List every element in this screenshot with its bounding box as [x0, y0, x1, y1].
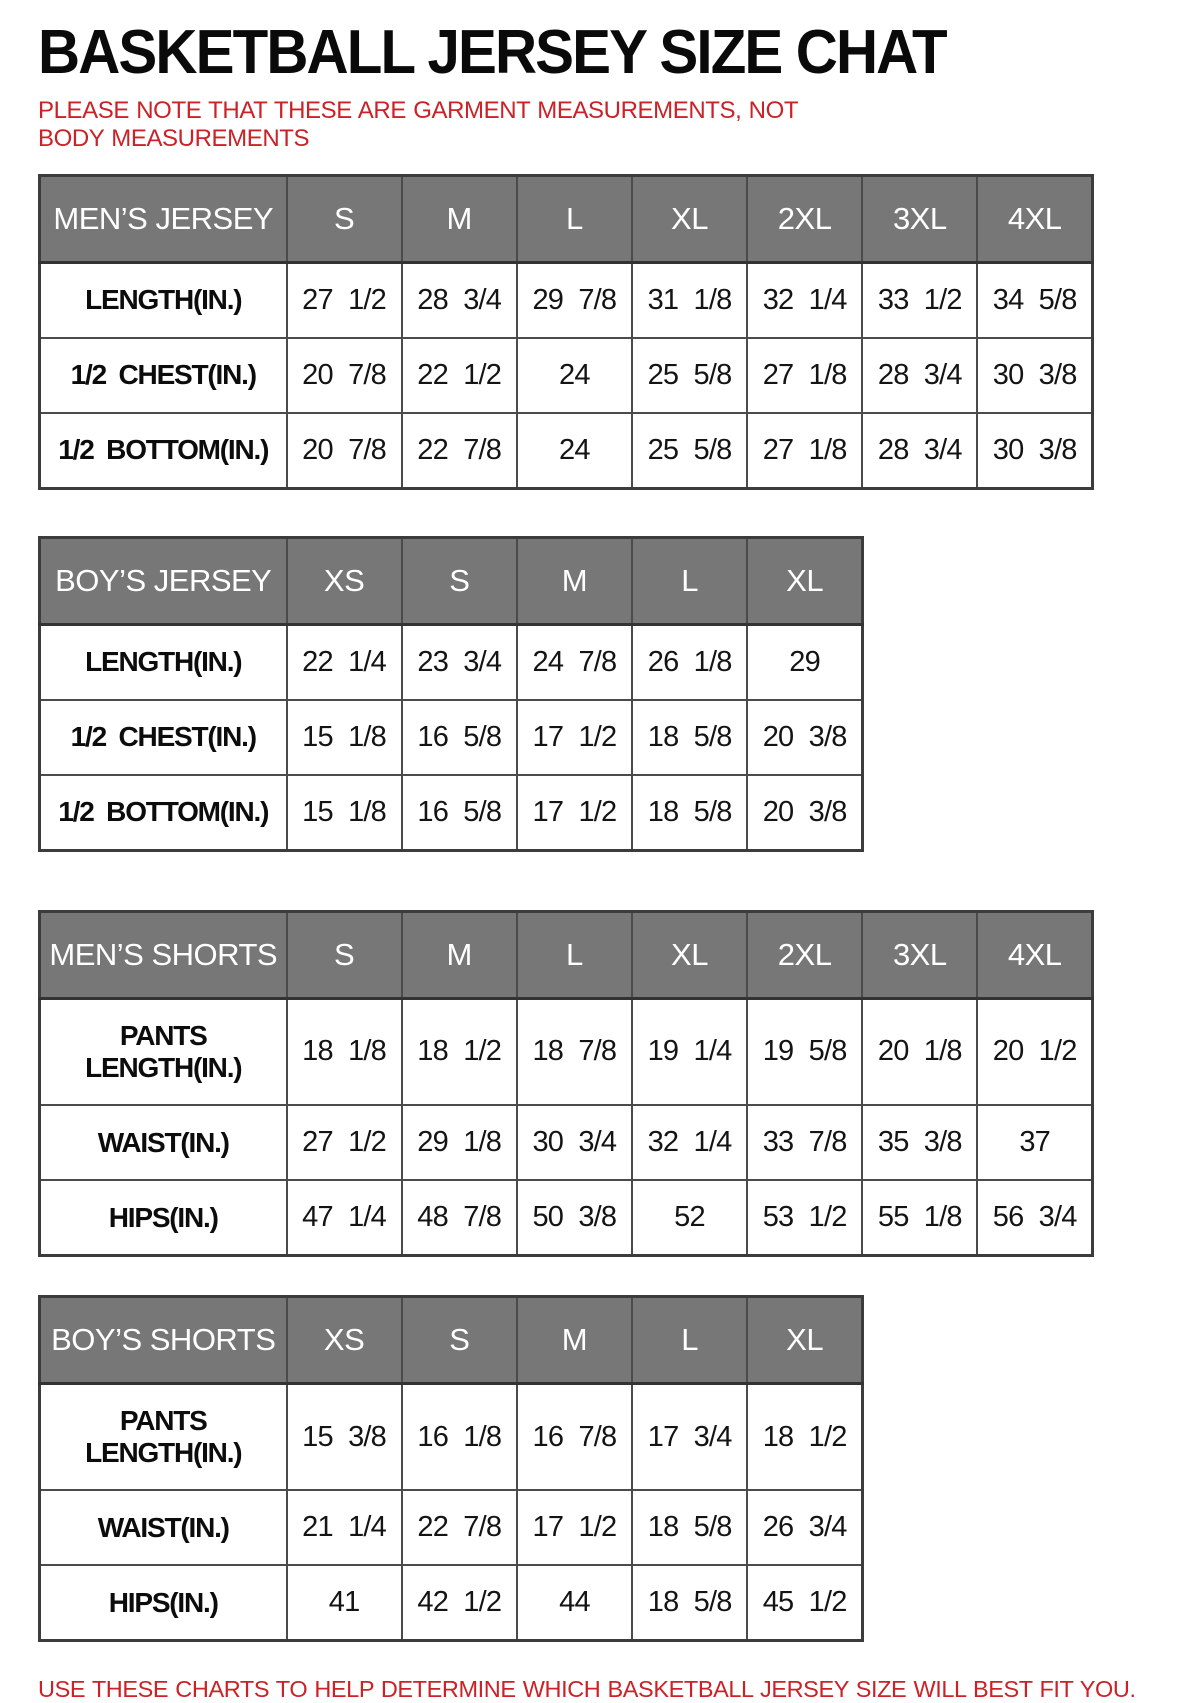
- size-value-cell: 22 1/2: [402, 338, 517, 413]
- size-value-cell: 17 3/4: [632, 1384, 747, 1491]
- size-value-cell: 35 3/8: [862, 1105, 977, 1180]
- size-value-cell: 56 3/4: [977, 1180, 1092, 1256]
- size-value-cell: 18 5/8: [632, 775, 747, 851]
- size-value-cell: 26 3/4: [747, 1490, 862, 1565]
- size-value-cell: 25 5/8: [632, 338, 747, 413]
- size-value-cell: 28 3/4: [862, 338, 977, 413]
- size-column-header: XL: [632, 911, 747, 998]
- size-table-boys-jersey: [38, 536, 864, 852]
- size-column-header: 2XL: [747, 911, 862, 998]
- size-value-cell: 22 7/8: [402, 1490, 517, 1565]
- measurement-row: [40, 338, 1093, 413]
- row-label: LENGTH(IN.): [40, 624, 287, 700]
- size-column-header: XS: [287, 1297, 402, 1384]
- size-value-cell: 32 1/4: [632, 1105, 747, 1180]
- header-row: [40, 1297, 863, 1384]
- size-value-cell: 27 1/2: [287, 262, 402, 338]
- size-value-cell: 44: [517, 1565, 632, 1641]
- size-value-cell: 33 1/2: [862, 262, 977, 338]
- size-value-cell: 32 1/4: [747, 262, 862, 338]
- row-label: 1/2 CHEST(IN.): [40, 700, 287, 775]
- size-value-cell: 29 7/8: [517, 262, 632, 338]
- size-column-header: XL: [632, 175, 747, 262]
- size-value-cell: 15 1/8: [287, 775, 402, 851]
- boys-jersey-table-slot: [38, 536, 1164, 852]
- size-value-cell: 42 1/2: [402, 1565, 517, 1641]
- size-value-cell: 23 3/4: [402, 624, 517, 700]
- table-title-boys-jersey: BOY’S JERSEY: [40, 537, 287, 624]
- row-label: PANTS LENGTH(IN.): [40, 998, 287, 1105]
- size-column-header: XL: [747, 537, 862, 624]
- size-value-cell: 30 3/8: [977, 413, 1092, 489]
- size-value-cell: 18 5/8: [632, 1565, 747, 1641]
- size-value-cell: 30 3/8: [977, 338, 1092, 413]
- boys-shorts-table-slot: [38, 1295, 1164, 1642]
- size-value-cell: 37: [977, 1105, 1092, 1180]
- size-value-cell: 18 1/2: [747, 1384, 862, 1491]
- row-label: 1/2 BOTTOM(IN.): [40, 775, 287, 851]
- size-column-header: M: [402, 911, 517, 998]
- size-value-cell: 24: [517, 338, 632, 413]
- size-value-cell: 19 1/4: [632, 998, 747, 1105]
- size-table-boys-shorts: [38, 1295, 864, 1642]
- size-value-cell: 16 1/8: [402, 1384, 517, 1491]
- size-value-cell: 22 1/4: [287, 624, 402, 700]
- measurement-row: [40, 1565, 863, 1641]
- size-column-header: 3XL: [862, 911, 977, 998]
- size-value-cell: 20 1/2: [977, 998, 1092, 1105]
- size-column-header: L: [517, 911, 632, 998]
- size-column-header: XL: [747, 1297, 862, 1384]
- size-column-header: 3XL: [862, 175, 977, 262]
- size-value-cell: 25 5/8: [632, 413, 747, 489]
- size-value-cell: 34 5/8: [977, 262, 1092, 338]
- size-value-cell: 53 1/2: [747, 1180, 862, 1256]
- measurement-row: [40, 700, 863, 775]
- size-value-cell: 20 7/8: [287, 338, 402, 413]
- row-label: 1/2 CHEST(IN.): [40, 338, 287, 413]
- size-column-header: 2XL: [747, 175, 862, 262]
- size-value-cell: 16 7/8: [517, 1384, 632, 1491]
- size-table-mens-jersey: [38, 174, 1094, 490]
- size-value-cell: 21 1/4: [287, 1490, 402, 1565]
- row-label: 1/2 BOTTOM(IN.): [40, 413, 287, 489]
- size-value-cell: 16 5/8: [402, 700, 517, 775]
- size-value-cell: 28 3/4: [862, 413, 977, 489]
- size-value-cell: 15 1/8: [287, 700, 402, 775]
- row-label: HIPS(IN.): [40, 1180, 287, 1256]
- table-title-mens-jersey: MEN’S JERSEY: [40, 175, 287, 262]
- fit-advice-note: USE THESE CHARTS TO HELP DETERMINE WHICH BASKETBALL JERSEY SIZE WILL BEST FIT YOU.: [38, 1676, 1136, 1703]
- measurement-row: [40, 262, 1093, 338]
- size-value-cell: 19 5/8: [747, 998, 862, 1105]
- size-value-cell: 55 1/8: [862, 1180, 977, 1256]
- size-column-header: 4XL: [977, 175, 1092, 262]
- size-column-header: S: [402, 1297, 517, 1384]
- size-value-cell: 48 7/8: [402, 1180, 517, 1256]
- size-column-header: S: [287, 911, 402, 998]
- size-column-header: L: [632, 537, 747, 624]
- size-value-cell: 24 7/8: [517, 624, 632, 700]
- size-value-cell: 31 1/8: [632, 262, 747, 338]
- table-title-boys-shorts: BOY’S SHORTS: [40, 1297, 287, 1384]
- size-column-header: M: [517, 537, 632, 624]
- size-column-header: L: [517, 175, 632, 262]
- measurement-row: [40, 998, 1093, 1105]
- size-value-cell: 18 5/8: [632, 700, 747, 775]
- size-value-cell: 29: [747, 624, 862, 700]
- size-value-cell: 18 1/8: [287, 998, 402, 1105]
- size-value-cell: 17 1/2: [517, 775, 632, 851]
- header-row: [40, 537, 863, 624]
- size-value-cell: 27 1/8: [747, 338, 862, 413]
- size-value-cell: 17 1/2: [517, 1490, 632, 1565]
- measurement-row: [40, 1384, 863, 1491]
- size-value-cell: 16 5/8: [402, 775, 517, 851]
- mens-jersey-table-slot: [38, 174, 1164, 490]
- size-value-cell: 26 1/8: [632, 624, 747, 700]
- size-value-cell: 17 1/2: [517, 700, 632, 775]
- size-column-header: XS: [287, 537, 402, 624]
- size-value-cell: 20 3/8: [747, 700, 862, 775]
- size-value-cell: 15 3/8: [287, 1384, 402, 1491]
- row-label: LENGTH(IN.): [40, 262, 287, 338]
- size-value-cell: 20 3/8: [747, 775, 862, 851]
- size-column-header: S: [402, 537, 517, 624]
- size-value-cell: 22 7/8: [402, 413, 517, 489]
- measurement-row: [40, 1180, 1093, 1256]
- header-row: [40, 175, 1093, 262]
- size-value-cell: 24: [517, 413, 632, 489]
- size-column-header: S: [287, 175, 402, 262]
- measurement-row: [40, 624, 863, 700]
- measurement-row: [40, 413, 1093, 489]
- size-value-cell: 18 7/8: [517, 998, 632, 1105]
- size-value-cell: 45 1/2: [747, 1565, 862, 1641]
- size-column-header: 4XL: [977, 911, 1092, 998]
- size-value-cell: 41: [287, 1565, 402, 1641]
- size-column-header: M: [517, 1297, 632, 1384]
- size-value-cell: 18 5/8: [632, 1490, 747, 1565]
- size-value-cell: 50 3/8: [517, 1180, 632, 1256]
- size-value-cell: 28 3/4: [402, 262, 517, 338]
- size-value-cell: 27 1/8: [747, 413, 862, 489]
- size-value-cell: 52: [632, 1180, 747, 1256]
- measurement-row: [40, 1105, 1093, 1180]
- size-value-cell: 33 7/8: [747, 1105, 862, 1180]
- size-column-header: L: [632, 1297, 747, 1384]
- mens-shorts-table-slot: [38, 910, 1164, 1257]
- table-title-mens-shorts: MEN’S SHORTS: [40, 911, 287, 998]
- row-label: PANTS LENGTH(IN.): [40, 1384, 287, 1491]
- size-value-cell: 20 1/8: [862, 998, 977, 1105]
- size-value-cell: 29 1/8: [402, 1105, 517, 1180]
- row-label: HIPS(IN.): [40, 1565, 287, 1641]
- size-value-cell: 30 3/4: [517, 1105, 632, 1180]
- size-value-cell: 18 1/2: [402, 998, 517, 1105]
- size-table-mens-shorts: [38, 910, 1094, 1257]
- measurement-row: [40, 1490, 863, 1565]
- size-value-cell: 20 7/8: [287, 413, 402, 489]
- header-row: [40, 911, 1093, 998]
- row-label: WAIST(IN.): [40, 1105, 287, 1180]
- size-column-header: M: [402, 175, 517, 262]
- row-label: WAIST(IN.): [40, 1490, 287, 1565]
- page-title: BASKETBALL JERSEY SIZE CHAT: [38, 18, 946, 87]
- size-value-cell: 47 1/4: [287, 1180, 402, 1256]
- measurement-row: [40, 775, 863, 851]
- size-value-cell: 27 1/2: [287, 1105, 402, 1180]
- garment-measurement-note: PLEASE NOTE THAT THESE ARE GARMENT MEASUREMENTS, NOT BODY MEASUREMENTS: [38, 97, 798, 153]
